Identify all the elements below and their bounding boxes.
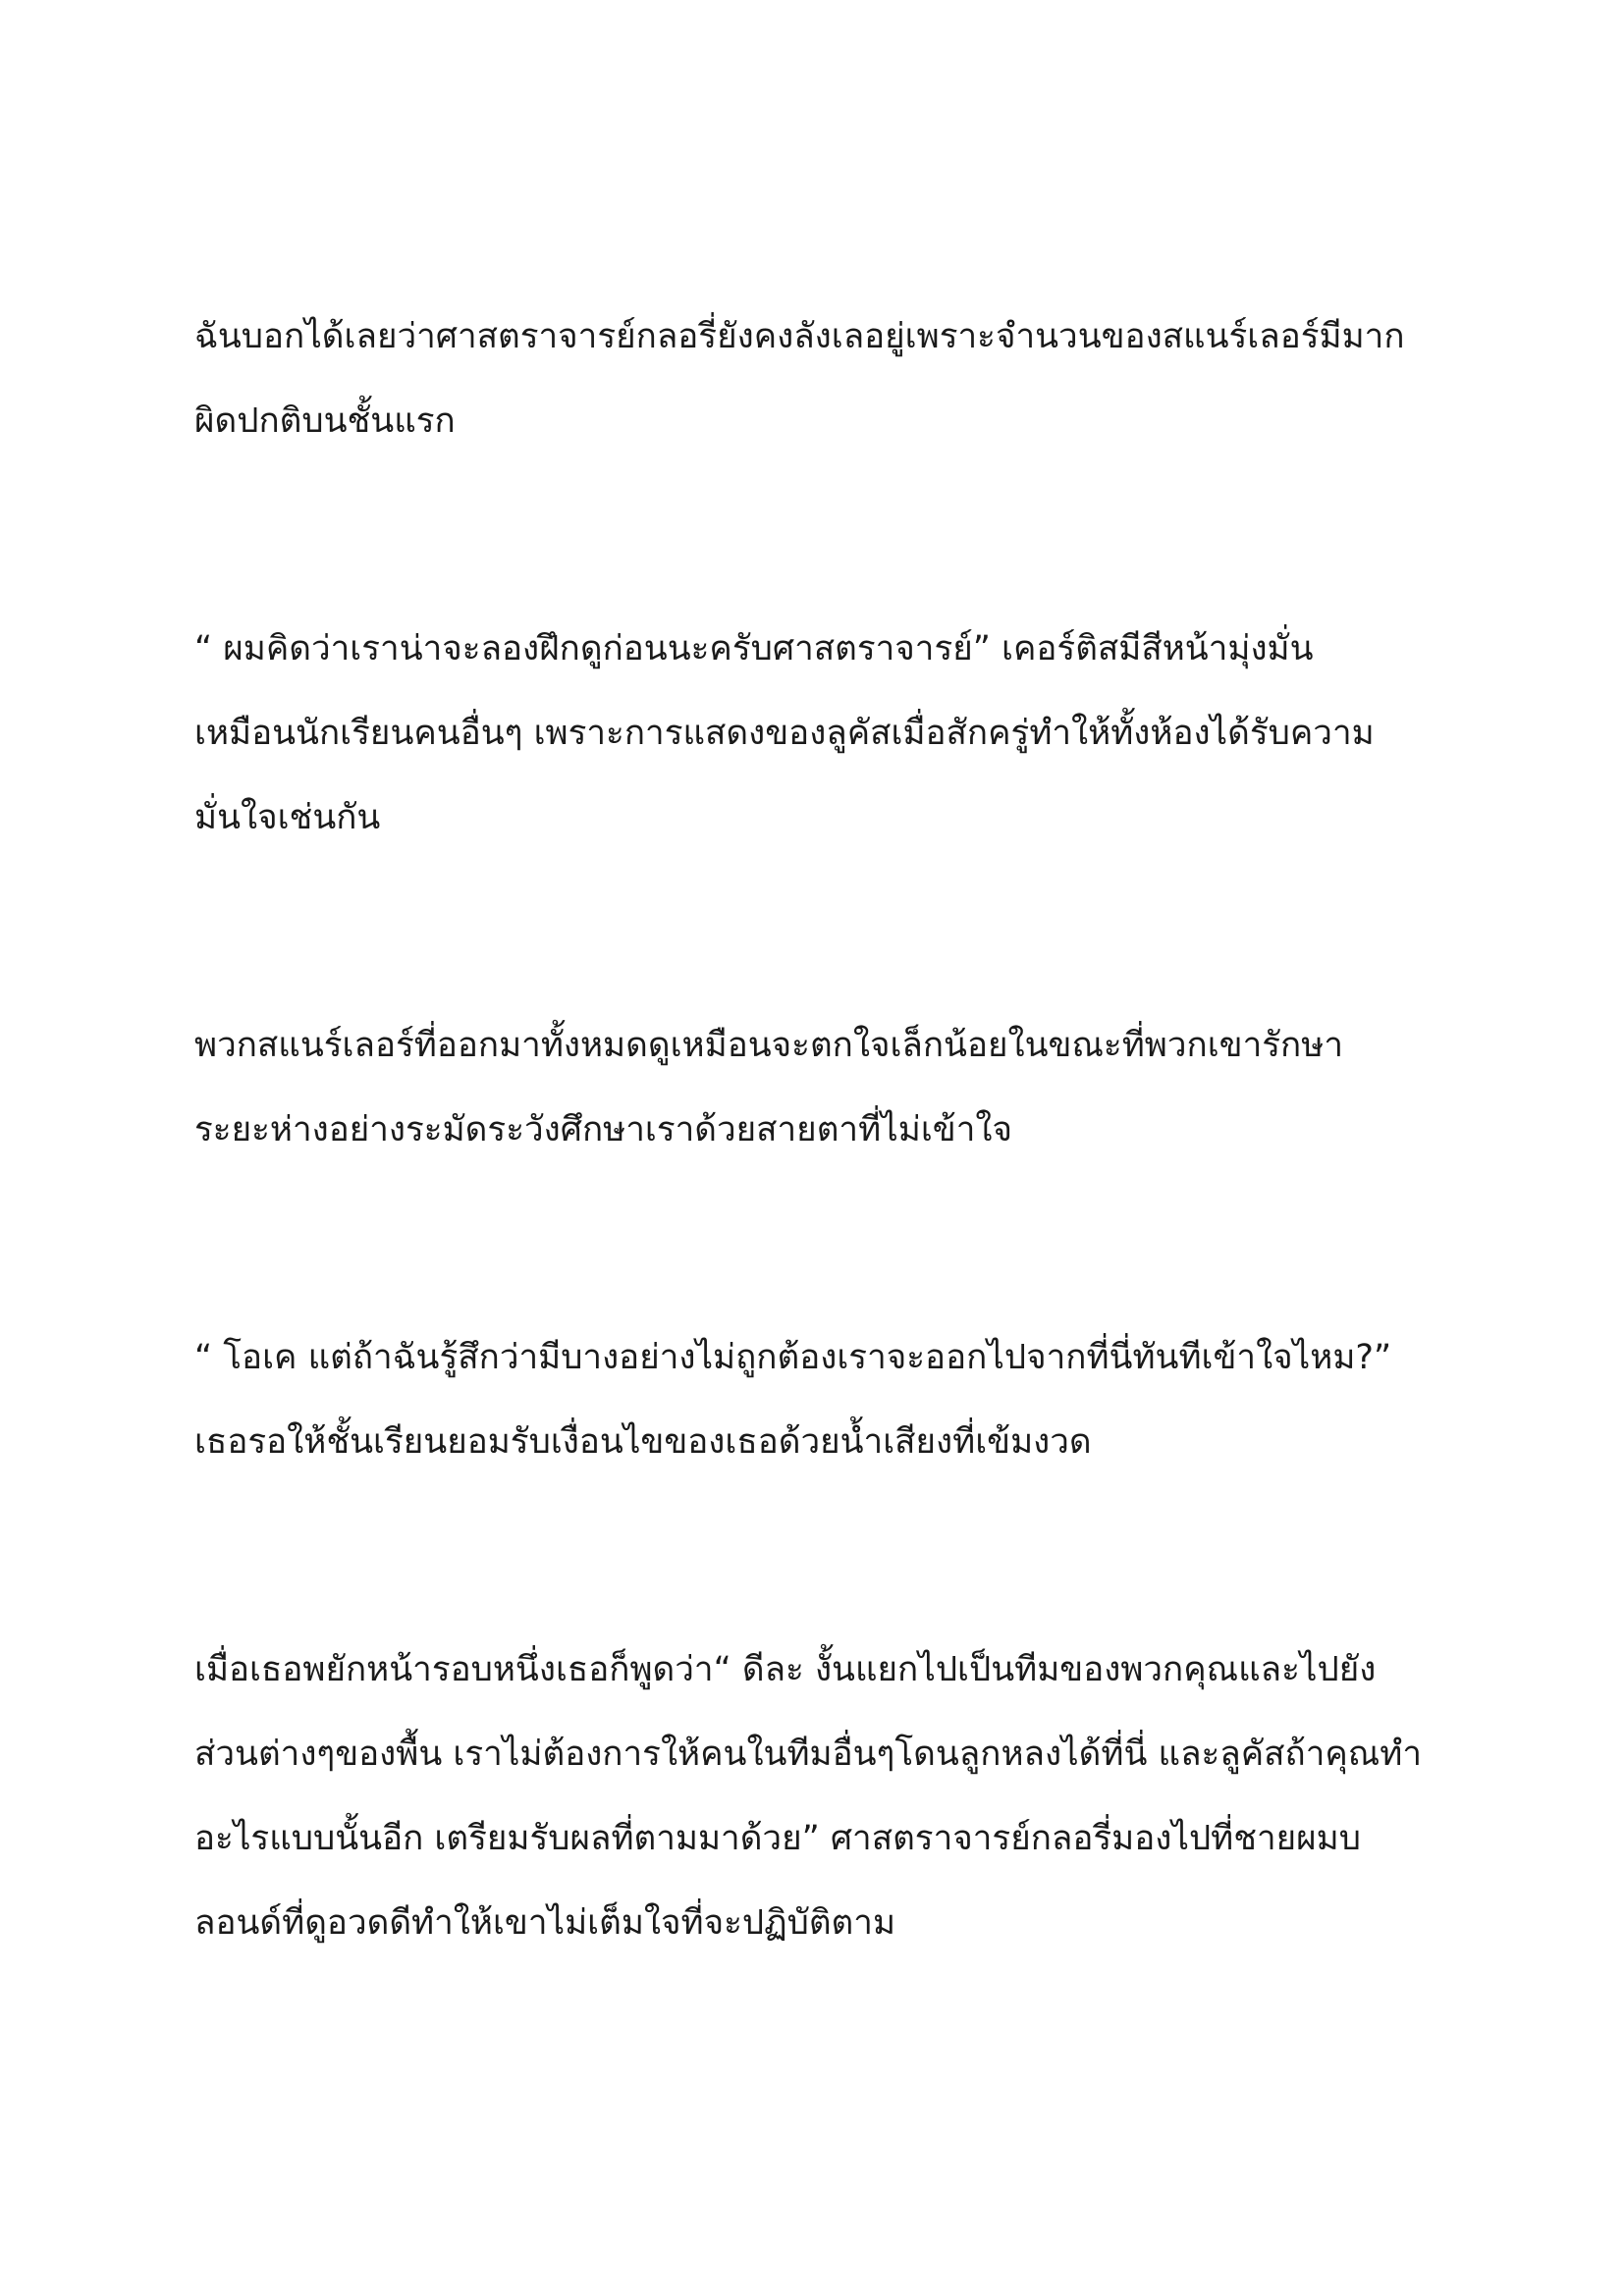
text-line: ระยะห่างอย่างระมัดระวังศึกษาเราด้วยสายตาที่ไม่เข้าใจ — [194, 1110, 1012, 1149]
text-line: มั่นใจเช่นกัน — [194, 798, 381, 837]
paragraph-4 — [194, 1315, 1461, 1484]
text-line: เมื่อเธอพยักหน้ารอบหนึ่งเธอก็พูดว่า“ ดีละ งั้นแยกไปเป็นทีมของพวกคุณและไปยัง — [194, 1650, 1377, 1689]
text-line: “ ผมคิดว่าเราน่าจะลองฝึกดูก่อนนะครับศาสตราจารย์” เคอร์ติสมีสีหน้ามุ่งมั่น — [194, 629, 1314, 668]
text-line: อะไรแบบนั้นอีก เตรียมรับผลที่ตามมาด้วย” ศาสตราจารย์กลอรี่มองไปที่ชายผมบ — [194, 1819, 1361, 1858]
paragraph-5 — [194, 1628, 1461, 1965]
text-line: ลอนด์ที่ดูอวดดีทำให้เขาไม่เต็มใจที่จะปฏิบัติตาม — [194, 1903, 896, 1943]
paragraph-3 — [194, 1003, 1461, 1172]
text-line: “ โอเค แต่ถ้าฉันรู้สึกว่ามีบางอย่างไม่ถูกต้องเราจะออกไปจากที่นี่ทันทีเข้าใจไหม?” — [194, 1338, 1392, 1377]
text-line: ฉันบอกได้เลยว่าศาสตราจารย์กลอรี่ยังคงลังเลอยู่เพราะจำนวนของสแนร์เลอร์มีมาก — [194, 317, 1405, 356]
text-line: เธอรอให้ชั้นเรียนยอมรับเงื่อนไขของเธอด้วยน้ำเสียงที่เข้มงวด — [194, 1422, 1092, 1462]
text-line: ส่วนต่างๆของพื้น เราไม่ต้องการให้คนในทีมอื่นๆโดนลูกหลงได้ที่นี่ และลูคัสถ้าคุณทำ — [194, 1735, 1422, 1774]
paragraph-2 — [194, 607, 1461, 860]
paragraph-1 — [194, 294, 1461, 463]
text-line: ผิดปกติบนชั้นแรก — [194, 401, 456, 441]
text-line: เหมือนนักเรียนคนอื่นๆ เพราะการแสดงของลูคัสเมื่อสักครู่ทำให้ทั้งห้องได้รับความ — [194, 714, 1375, 753]
text-line: พวกสแนร์เลอร์ที่ออกมาทั้งหมดดูเหมือนจะตกใจเล็กน้อยในขณะที่พวกเขารักษา — [194, 1026, 1343, 1065]
